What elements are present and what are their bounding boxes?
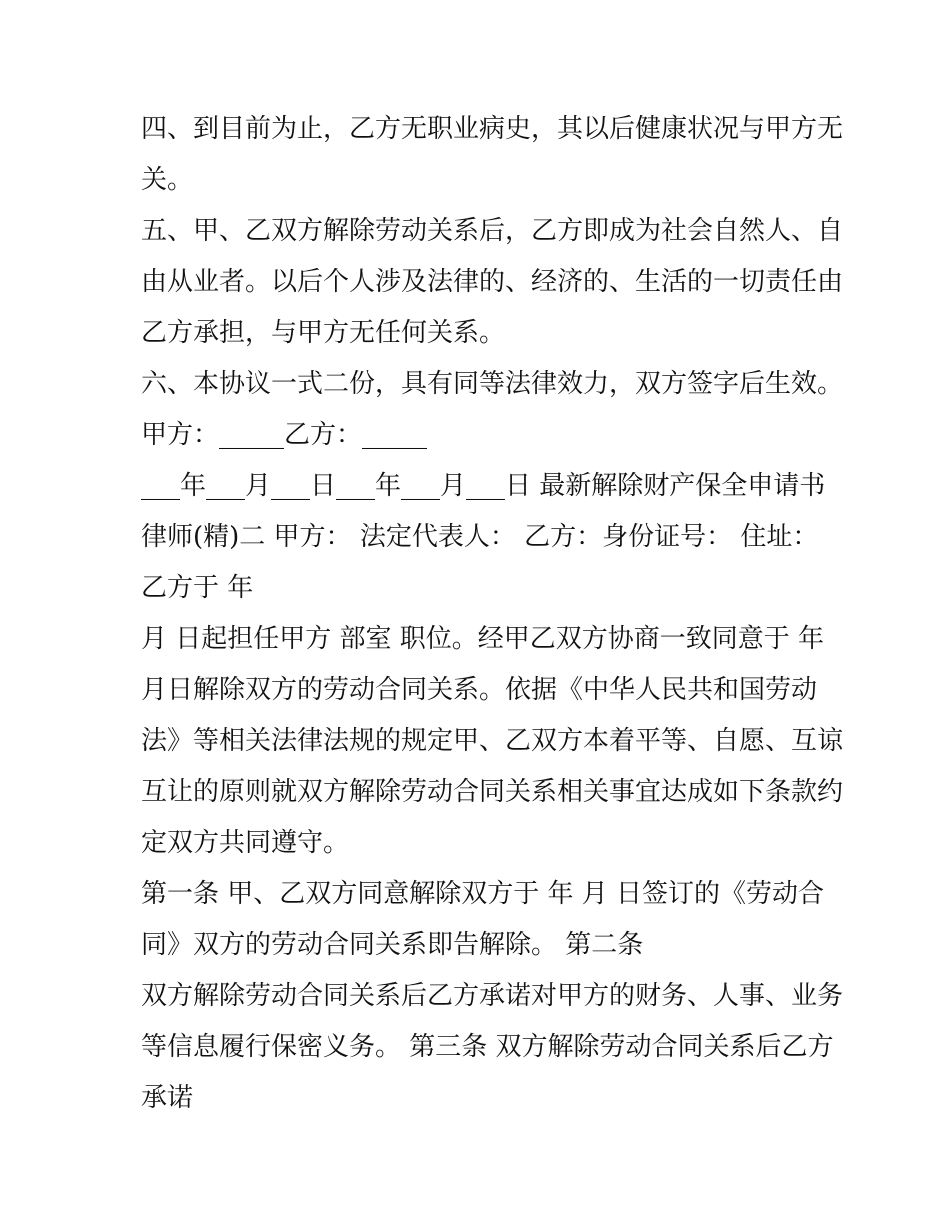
text-line: 乙方于 年: [141, 573, 254, 603]
text-line: 定双方共同遵守。: [141, 828, 350, 858]
text-line: 双方解除劳动合同关系后乙方承诺对甲方的财务、人事、业务: [141, 981, 844, 1011]
text-line: 六、本协议一式二份，具有同等法律效力，双方签字后生效。: [141, 369, 844, 399]
text-line: 五、甲、乙双方解除劳动关系后，乙方即成为社会自然人、自: [141, 216, 844, 246]
signature-line: 甲方：_____乙方：_____: [141, 420, 428, 450]
text-line: 律师(精)二 甲方： 法定代表人： 乙方：身份证号： 住址：: [141, 522, 819, 552]
text-line: 同》双方的劳动合同关系即告解除。 第二条: [141, 930, 644, 960]
text-line: 互让的原则就双方解除劳动合同关系相关事宜达成如下条款约: [141, 777, 844, 807]
text-line: 第一条 甲、乙双方同意解除双方于 年 月 日签订的《劳动合: [141, 879, 825, 909]
text-line: 法》等相关法律法规的规定甲、乙双方本着平等、自愿、互谅: [141, 726, 844, 756]
text-line: 等信息履行保密义务。 第三条 双方解除劳动合同关系后乙方: [141, 1032, 834, 1062]
date-line: ___年___月___日___年___月___日 最新解除财产保全申请书: [141, 471, 826, 501]
text-line: 月 日起担任甲方 部室 职位。经甲乙双方协商一致同意于 年: [141, 624, 825, 654]
text-line: 由从业者。以后个人涉及法律的、经济的、生活的一切责任由: [141, 267, 844, 297]
text-line: 四、到目前为止，乙方无职业病史，其以后健康状况与甲方无: [141, 114, 844, 144]
text-line: 承诺: [141, 1083, 194, 1113]
text-line: 关。: [141, 165, 194, 195]
text-line: 乙方承担，与甲方无任何关系。: [141, 318, 506, 348]
text-line: 月日解除双方的劳动合同关系。依据《中华人民共和国劳动: [141, 675, 818, 705]
